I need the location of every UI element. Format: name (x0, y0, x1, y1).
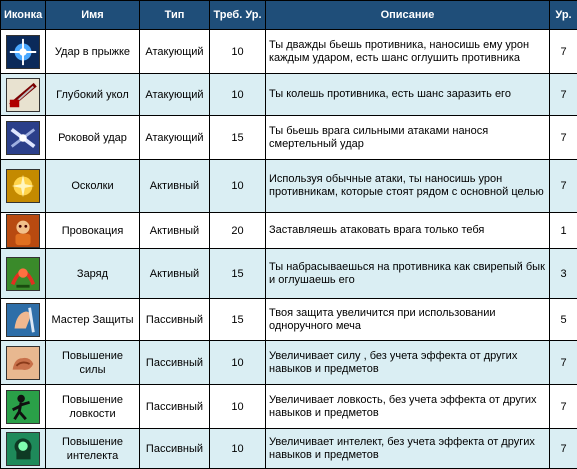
skill-name-line: интелекта (66, 449, 119, 462)
skill-description: Ты колешь противника, есть шанс заразить его (266, 74, 550, 116)
skill-name-line: силы (79, 363, 106, 376)
header-icon: Иконка (1, 1, 46, 30)
table-row (1, 385, 577, 429)
table-row (1, 213, 577, 249)
header-description: Описание (266, 1, 550, 30)
skill-type: Пассивный (140, 299, 210, 341)
skill-req-level: 15 (210, 299, 266, 341)
defense-master-icon (6, 303, 40, 337)
skill-name: Удар в прыжке (46, 30, 140, 74)
skill-level: 7 (550, 160, 577, 213)
skill-req-level: 20 (210, 213, 266, 249)
skill-level: 1 (550, 213, 577, 249)
skill-type: Активный (140, 213, 210, 249)
skill-level: 7 (550, 30, 577, 74)
table-row (1, 249, 577, 299)
skill-type: Пассивный (140, 385, 210, 429)
skill-req-level: 10 (210, 30, 266, 74)
skill-type: Пассивный (140, 429, 210, 469)
table-row (1, 341, 577, 385)
table-row (1, 30, 577, 74)
header-req-level: Треб. Ур. (210, 1, 266, 30)
agility-up-icon (6, 390, 40, 424)
skill-type: Активный (140, 160, 210, 213)
skill-type: Пассивный (140, 341, 210, 385)
charge-icon (6, 257, 40, 291)
skill-name-line: ловкости (69, 407, 116, 420)
skill-level: 5 (550, 299, 577, 341)
skill-req-level: 10 (210, 74, 266, 116)
skill-req-level: 15 (210, 249, 266, 299)
skill-type: Атакующий (140, 116, 210, 160)
skill-description: Используя обычные атаки, ты наносишь урон противникам, которые стоят рядом с основной целью (266, 160, 550, 213)
skill-name: Роковой удар (46, 116, 140, 160)
table-row (1, 74, 577, 116)
shards-icon (6, 169, 40, 203)
skill-name: Мастер Защиты (46, 299, 140, 341)
skill-name: Осколки (46, 160, 140, 213)
skill-level: 7 (550, 341, 577, 385)
skill-req-level: 15 (210, 116, 266, 160)
skill-type: Атакующий (140, 30, 210, 74)
table-row (1, 116, 577, 160)
skill-description: Ты набрасываешься на противника как свирепый бык и оглушаешь его (266, 249, 550, 299)
skill-name (46, 385, 140, 429)
skill-req-level: 10 (210, 160, 266, 213)
skill-description: Увеличивает силу , без учета эффекта от других навыков и предметов (266, 341, 550, 385)
skill-description: Увеличивает интелект, без учета эффекта от других навыков и предметов (266, 429, 550, 469)
skill-name (46, 429, 140, 469)
skill-level: 3 (550, 249, 577, 299)
skill-level: 7 (550, 74, 577, 116)
skill-description: Ты дважды бьешь противника, наносишь ему урон каждым ударом, есть шанс оглушить противника (266, 30, 550, 74)
header-name: Имя (46, 1, 140, 30)
skill-level: 7 (550, 429, 577, 469)
deep-stab-icon (6, 78, 40, 112)
skill-name: Провокация (46, 213, 140, 249)
table-row (1, 160, 577, 213)
skill-description: Твоя защита увеличится при использовании одноручного меча (266, 299, 550, 341)
table-header-row (1, 1, 577, 30)
skill-type: Атакующий (140, 74, 210, 116)
fatal-blow-icon (6, 121, 40, 155)
skill-description: Ты бьешь врага сильными атаками нанося смертельный удар (266, 116, 550, 160)
skill-req-level: 10 (210, 429, 266, 469)
skill-description: Увеличивает ловкость, без учета эффекта от других навыков и предметов (266, 385, 550, 429)
skill-name (46, 341, 140, 385)
table-row (1, 429, 577, 469)
skill-type: Активный (140, 249, 210, 299)
strength-up-icon (6, 346, 40, 380)
skill-name: Глубокий укол (46, 74, 140, 116)
skill-name: Заряд (46, 249, 140, 299)
table-row (1, 299, 577, 341)
skill-level: 7 (550, 116, 577, 160)
jump-strike-icon (6, 35, 40, 69)
skill-name-line: Повышение (61, 349, 124, 362)
skill-req-level: 10 (210, 385, 266, 429)
intellect-up-icon (6, 432, 40, 466)
skill-req-level: 10 (210, 341, 266, 385)
skill-level: 7 (550, 385, 577, 429)
provocation-icon (6, 214, 40, 248)
skill-name-line: Повышение (61, 435, 124, 448)
header-level: Ур. (550, 1, 577, 30)
header-type: Тип (140, 1, 210, 30)
skill-description: Заставляешь атаковать врага только тебя (266, 213, 550, 249)
skill-name-line: Повышение (61, 393, 124, 406)
